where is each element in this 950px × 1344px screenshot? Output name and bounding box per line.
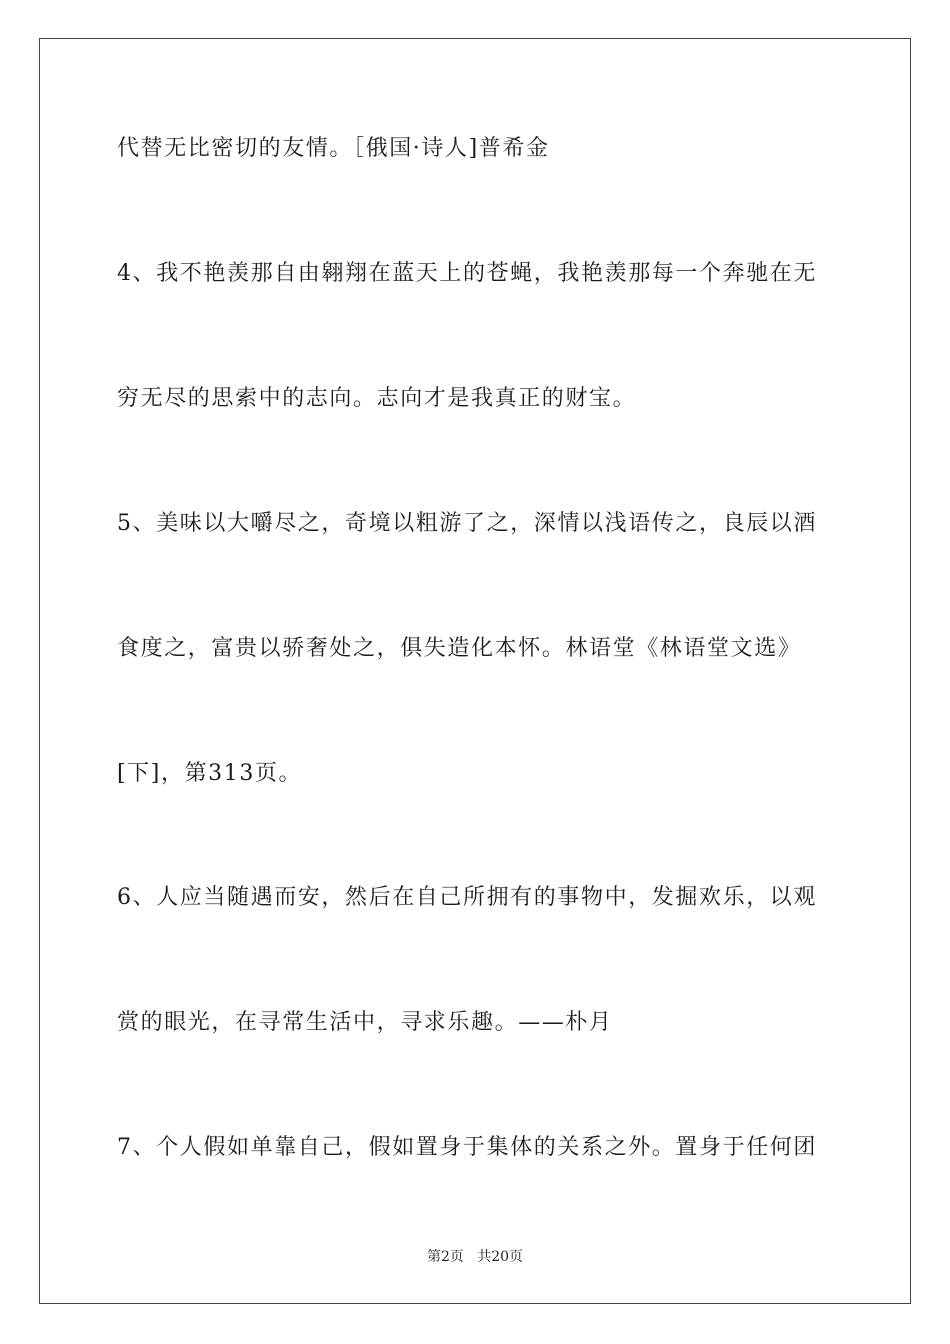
text-line: 穷无尽的思索中的志向。志向才是我真正的财宝。 xyxy=(117,386,637,411)
text-line: 6、人应当随遇而安，然后在自己所拥有的事物中，发掘欢乐，以观 xyxy=(117,885,817,910)
text-line: 7、个人假如单靠自己，假如置身于集体的关系之外。置身于任何团 xyxy=(117,1135,817,1160)
text-line: 4、我不艳羡那自由翱翔在蓝天上的苍蝇，我艳羡那每一个奔驰在无 xyxy=(117,261,817,286)
text-line: 赏的眼光，在寻常生活中，寻求乐趣。——朴月 xyxy=(117,1010,613,1035)
page-border xyxy=(39,38,911,1304)
text-line: 代替无比密切的友情。［俄国·诗人]普希金 xyxy=(117,136,550,161)
text-line: 5、美味以大嚼尽之，奇境以粗游了之，深情以浅语传之，良辰以酒 xyxy=(117,511,817,536)
text-line: 食度之，富贵以骄奢处之，俱失造化本怀。林语堂《林语堂文选》 xyxy=(117,636,802,661)
text-line: [下]，第313页。 xyxy=(117,761,303,786)
page-number-footer: 第2页 共20页 xyxy=(426,1249,524,1265)
